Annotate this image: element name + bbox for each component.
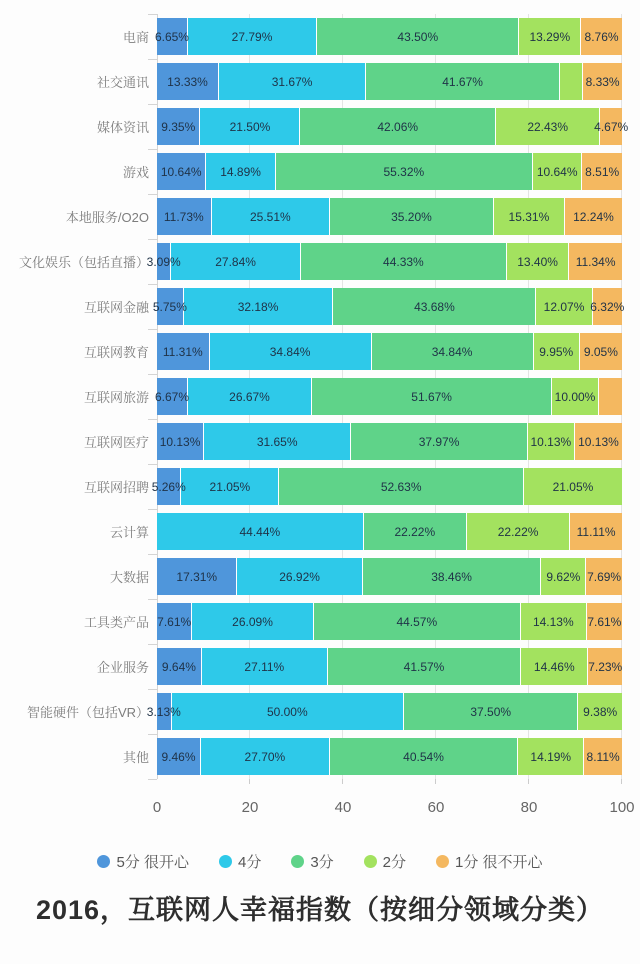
legend-dot-icon — [291, 855, 304, 868]
bar-segment[interactable] — [204, 423, 351, 460]
bar-segment[interactable] — [317, 18, 519, 55]
bar-segment-label: 44.33% — [383, 254, 424, 269]
bar-segment-label: 14.46% — [533, 659, 575, 674]
bar-segment-label: 26.67% — [229, 389, 270, 404]
x-axis-labels — [152, 793, 635, 816]
x-axis-tick — [435, 779, 436, 784]
bar-segment[interactable] — [157, 333, 210, 370]
bar-segment-label: 35.20% — [391, 209, 432, 224]
bar-segment[interactable] — [467, 513, 570, 550]
bar-row — [0, 284, 640, 329]
chart-legend — [0, 851, 640, 872]
bar-segment[interactable] — [552, 378, 599, 415]
bar-segment-label: 13.29% — [529, 29, 571, 44]
legend-item[interactable] — [291, 851, 333, 872]
bar-segment[interactable] — [599, 378, 622, 415]
bar-segment[interactable] — [301, 243, 507, 280]
bar-segment-label: 27.70% — [244, 749, 286, 764]
bar-segment[interactable] — [583, 63, 622, 100]
bar-segment-label: 12.07% — [543, 299, 585, 314]
bar-segment[interactable] — [569, 243, 622, 280]
bar-segment[interactable] — [171, 243, 300, 280]
category-label: 互联网教育 — [83, 345, 149, 360]
bar-segment[interactable] — [351, 423, 528, 460]
stacked-bar — [157, 423, 622, 460]
bar-segment-label: 15.31% — [508, 209, 550, 224]
bar-segment[interactable] — [200, 108, 300, 145]
bar-segment[interactable] — [202, 648, 328, 685]
bar-row — [0, 599, 640, 644]
bar-segment[interactable] — [157, 423, 204, 460]
bar-row — [0, 59, 640, 104]
stacked-bar — [157, 153, 622, 190]
bar-segment-label: 10.13% — [578, 434, 619, 449]
bar-segment-label: 8.33% — [585, 74, 620, 89]
bar-row — [0, 239, 640, 284]
stacked-bar — [157, 198, 622, 235]
bar-segment[interactable] — [580, 333, 622, 370]
bar-segment[interactable] — [201, 738, 330, 775]
bar-segment[interactable] — [151, 468, 186, 505]
stacked-bar — [157, 333, 622, 370]
bar-segment-label: 27.84% — [215, 254, 256, 269]
category-label: 智能硬件（包括VR） — [26, 705, 149, 720]
bar-segment[interactable] — [541, 558, 586, 595]
bar-segment-label: 21.05% — [209, 479, 251, 494]
bar-segment-label: 22.22% — [394, 524, 436, 539]
category-label: 媒体资讯 — [96, 120, 149, 135]
stacked-bar — [154, 18, 622, 55]
bar-segment-label: 38.46% — [431, 569, 472, 584]
bar-segment-label: 14.89% — [220, 164, 261, 179]
bar-segment[interactable] — [312, 378, 552, 415]
bar-segment-label: 55.32% — [383, 164, 425, 179]
bar-segment-label: 4.67% — [594, 119, 629, 134]
bar-segment-label: 9.64% — [161, 659, 196, 674]
stacked-bar — [154, 378, 622, 415]
bar-segment[interactable] — [212, 198, 331, 235]
bar-segment-label: 31.65% — [256, 434, 298, 449]
bar-segment-label: 34.84% — [269, 344, 311, 359]
category-label: 云计算 — [109, 525, 149, 540]
bar-row — [0, 329, 640, 374]
bar-segment-label: 8.76% — [584, 29, 619, 44]
bar-segment[interactable] — [152, 288, 187, 325]
x-axis-tick-label: 20 — [241, 799, 259, 816]
bar-segment[interactable] — [570, 513, 622, 550]
bar-segment[interactable] — [157, 738, 201, 775]
category-label: 游戏 — [122, 165, 149, 180]
bar-segment[interactable] — [372, 333, 534, 370]
stacked-bar — [157, 648, 622, 685]
bar-segment[interactable] — [581, 18, 622, 55]
bar-segment[interactable] — [157, 513, 364, 550]
bar-segment-label: 9.35% — [161, 119, 196, 134]
bar-segment-label: 26.92% — [279, 569, 320, 584]
bar-segment[interactable] — [519, 18, 581, 55]
legend-label: 3分 — [310, 854, 334, 871]
bar-segment-label: 7.61% — [157, 614, 192, 629]
bar-segment[interactable] — [279, 468, 524, 505]
bar-segment[interactable] — [366, 63, 560, 100]
bar-segment[interactable] — [184, 288, 334, 325]
bar-segment-label: 5.75% — [152, 299, 187, 314]
bar-segment[interactable] — [192, 603, 313, 640]
legend-dot-icon — [436, 855, 449, 868]
bar-row — [0, 14, 640, 59]
bar-segment-label: 43.68% — [414, 299, 455, 314]
bar-segment[interactable] — [534, 333, 580, 370]
legend-item[interactable] — [364, 851, 406, 872]
bar-segment-label: 14.13% — [532, 614, 574, 629]
bar-segment-label: 11.11% — [576, 524, 616, 539]
bar-segment[interactable] — [521, 603, 587, 640]
category-label: 电商 — [122, 30, 149, 45]
bar-segment-label: 26.09% — [232, 614, 273, 629]
category-label: 互联网金融 — [83, 300, 149, 315]
bar-segment-label: 25.51% — [249, 209, 291, 224]
bar-segment[interactable] — [587, 603, 622, 640]
bar-segment-label: 6.65% — [154, 29, 189, 44]
x-axis-tick — [342, 779, 343, 784]
bar-segment[interactable] — [330, 198, 494, 235]
bar-segment-label: 21.50% — [229, 119, 271, 134]
bar-segment-label: 14.19% — [530, 749, 572, 764]
bar-segment[interactable] — [157, 648, 202, 685]
legend-item[interactable] — [436, 851, 543, 872]
bar-row — [0, 689, 640, 734]
bar-segment[interactable] — [314, 603, 521, 640]
category-label: 企业服务 — [96, 660, 149, 675]
bar-segment-label: 5.26% — [151, 479, 186, 494]
bar-segment-label: 6.67% — [154, 389, 190, 404]
x-axis-tick-label: 80 — [520, 799, 538, 816]
stacked-bar — [157, 513, 622, 550]
stacked-bar — [157, 63, 622, 100]
bar-segment[interactable] — [578, 693, 622, 730]
bar-segment-label: 10.64% — [536, 164, 578, 179]
category-label: 大数据 — [109, 570, 149, 585]
legend-dot-icon — [97, 855, 110, 868]
legend-label: 4分 — [237, 854, 262, 871]
bar-segment-label: 41.67% — [442, 74, 483, 89]
bar-segment-label: 9.05% — [583, 344, 618, 359]
bar-segment-label: 31.67% — [271, 74, 313, 89]
bar-segment-label: 13.40% — [517, 254, 558, 269]
bar-segment[interactable] — [172, 693, 404, 730]
stacked-bar-chart — [0, 14, 640, 816]
category-label: 互联网招聘 — [83, 480, 149, 495]
bar-segment[interactable] — [528, 423, 575, 460]
stacked-bar — [157, 108, 629, 145]
bar-segment-label: 10.00% — [554, 389, 596, 404]
bar-segment-label: 11.31% — [162, 344, 203, 359]
bar-segment-label: 40.54% — [403, 749, 444, 764]
bar-segment-label: 42.06% — [377, 119, 419, 134]
bar-segment[interactable] — [588, 648, 622, 685]
bar-segment[interactable] — [330, 738, 519, 775]
bar-row — [0, 194, 640, 239]
bar-row — [0, 734, 640, 779]
bar-segment-label: 9.38% — [583, 704, 618, 719]
bar-segment[interactable] — [188, 18, 317, 55]
bar-segment[interactable] — [237, 558, 362, 595]
bar-row — [0, 104, 640, 149]
bar-segment-label: 27.79% — [231, 29, 273, 44]
bar-segment[interactable] — [157, 153, 206, 190]
category-label: 文化娱乐（包括直播） — [18, 255, 149, 270]
bar-segment[interactable] — [494, 198, 565, 235]
bar-segment-label: 11.34% — [575, 254, 616, 269]
bar-segment[interactable] — [157, 558, 237, 595]
bar-segment[interactable] — [533, 153, 582, 190]
bar-segment[interactable] — [364, 513, 467, 550]
stacked-bar — [146, 243, 622, 280]
bar-segment-label: 6.32% — [590, 299, 625, 314]
category-label: 社交通讯 — [96, 75, 149, 90]
x-axis-tick-label: 100 — [609, 799, 635, 816]
bar-segment-label: 8.11% — [586, 749, 620, 764]
bar-segment[interactable] — [188, 378, 312, 415]
x-axis-tick — [621, 779, 622, 784]
bar-row — [0, 464, 640, 509]
bar-segment[interactable] — [157, 198, 212, 235]
x-axis-tick — [249, 779, 250, 784]
bar-segment[interactable] — [565, 198, 622, 235]
bar-segment[interactable] — [404, 693, 578, 730]
bar-segment[interactable] — [582, 153, 622, 190]
bar-segment-label: 11.73% — [163, 209, 204, 224]
bar-segment-label: 9.46% — [161, 749, 196, 764]
bar-segment[interactable] — [584, 738, 622, 775]
x-axis-tick-label: 40 — [334, 799, 352, 816]
legend-dot-icon — [219, 855, 232, 868]
bar-segment-label: 34.84% — [431, 344, 473, 359]
legend-label: 5分 很开心 — [116, 854, 189, 871]
bar-segment[interactable] — [276, 153, 533, 190]
bar-segment[interactable] — [146, 693, 181, 730]
bar-segment-label: 27.11% — [244, 659, 285, 674]
bar-segment[interactable] — [154, 378, 190, 415]
category-label: 互联网旅游 — [83, 390, 149, 405]
bar-segment[interactable] — [157, 108, 200, 145]
bar-segment[interactable] — [524, 468, 622, 505]
legend-label: 1分 很不开心 — [455, 854, 543, 871]
legend-item[interactable] — [219, 851, 261, 872]
y-axis-tick — [148, 779, 157, 780]
bar-segment-label: 32.18% — [237, 299, 279, 314]
bar-segment[interactable] — [496, 108, 600, 145]
bar-segment[interactable] — [146, 243, 181, 280]
bar-segment[interactable] — [181, 468, 279, 505]
x-axis-tick-label: 0 — [152, 799, 162, 816]
bar-segment[interactable] — [521, 648, 588, 685]
bar-segment[interactable] — [575, 423, 622, 460]
bar-segment-label: 21.05% — [552, 479, 594, 494]
bar-segment[interactable] — [333, 288, 536, 325]
category-label: 工具类产品 — [83, 615, 149, 630]
bar-segment-label: 52.63% — [380, 479, 422, 494]
bar-rows — [0, 14, 640, 779]
bar-segment[interactable] — [518, 738, 584, 775]
bar-segment-label: 7.61% — [587, 614, 622, 629]
bar-segment-label: 17.31% — [176, 569, 218, 584]
category-label: 互联网医疗 — [83, 435, 149, 450]
bar-segment[interactable] — [154, 18, 189, 55]
bar-segment-label: 3.09% — [146, 254, 181, 269]
bar-segment[interactable] — [536, 288, 592, 325]
legend-label: 2分 — [382, 854, 407, 871]
bar-segment-label: 41.57% — [403, 659, 445, 674]
bar-segment-label: 9.62% — [546, 569, 581, 584]
bar-segment-label: 44.57% — [396, 614, 438, 629]
chart-title: 2016，互联网人幸福指数（按细分领域分类） — [35, 895, 605, 925]
stacked-bar — [157, 558, 622, 595]
bar-row — [0, 419, 640, 464]
stacked-bar — [151, 468, 622, 505]
bar-segment-label: 22.22% — [497, 524, 539, 539]
bar-segment-label: 10.13% — [159, 434, 201, 449]
legend-item[interactable] — [97, 851, 189, 872]
category-label: 本地服务/O2O — [65, 210, 149, 225]
bar-segment-label: 12.24% — [573, 209, 614, 224]
bar-segment-label: 22.43% — [527, 119, 569, 134]
bar-segment-label: 10.13% — [530, 434, 572, 449]
bar-segment-label: 8.51% — [585, 164, 620, 179]
bar-segment[interactable] — [507, 243, 569, 280]
stacked-bar — [152, 288, 625, 325]
x-axis-tick — [528, 779, 529, 784]
bar-segment-label: 43.50% — [397, 29, 439, 44]
bar-segment-label: 9.95% — [539, 344, 574, 359]
bar-row — [0, 374, 640, 419]
bar-segment[interactable] — [590, 288, 625, 325]
bar-segment-label: 3.13% — [146, 704, 181, 719]
bar-segment[interactable] — [210, 333, 372, 370]
bar-segment[interactable] — [157, 63, 219, 100]
bar-segment[interactable] — [219, 63, 366, 100]
bar-segment-label: 10.64% — [160, 164, 202, 179]
bar-segment-label: 51.67% — [411, 389, 452, 404]
bar-segment-label: 7.69% — [587, 569, 622, 584]
bar-segment-label: 7.23% — [588, 659, 623, 674]
bar-segment[interactable] — [363, 558, 542, 595]
bar-segment[interactable] — [594, 108, 629, 145]
bar-segment[interactable] — [328, 648, 521, 685]
legend-dot-icon — [364, 855, 377, 868]
bar-segment-label: 44.44% — [239, 524, 281, 539]
bar-segment[interactable] — [586, 558, 622, 595]
stacked-bar — [157, 603, 622, 640]
bar-row — [0, 509, 640, 554]
bar-segment-label: 13.33% — [167, 74, 208, 89]
bar-row — [0, 554, 640, 599]
stacked-bar — [146, 693, 622, 730]
bar-segment[interactable] — [300, 108, 496, 145]
bar-row — [0, 644, 640, 689]
bar-row — [0, 149, 640, 194]
bar-segment[interactable] — [157, 603, 192, 640]
bar-segment[interactable] — [206, 153, 275, 190]
stacked-bar — [157, 738, 622, 775]
bar-segment[interactable] — [560, 63, 583, 100]
x-axis-tick-label: 60 — [427, 799, 445, 816]
category-label: 其他 — [122, 750, 149, 765]
bar-segment-label: 37.97% — [418, 434, 460, 449]
bar-segment-label: 50.00% — [266, 704, 308, 719]
bar-segment-label: 37.50% — [470, 704, 512, 719]
